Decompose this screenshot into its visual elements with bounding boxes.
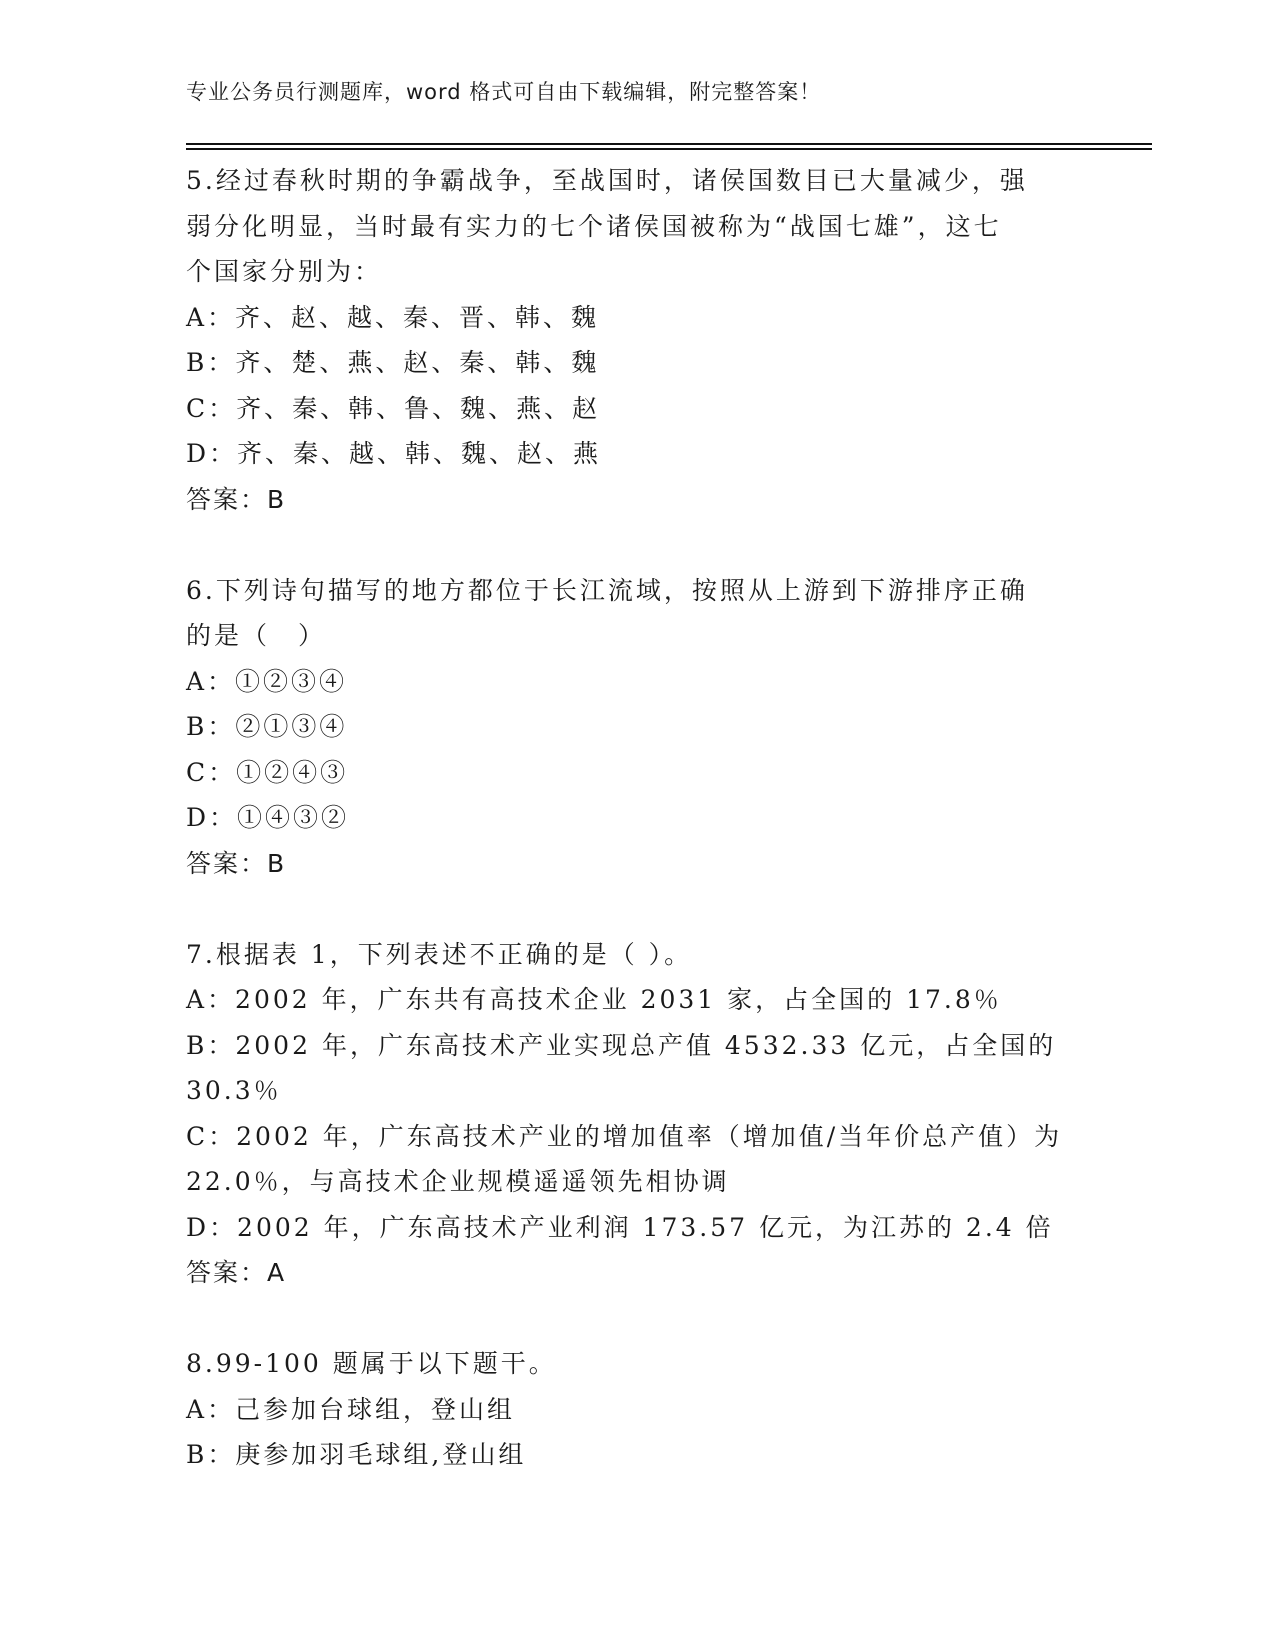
question-8 [186,1341,1086,1478]
question-5 [186,158,1086,522]
option-d: D：①④③② [186,803,350,832]
option-a: A：己参加台球组，登山组 [186,1394,516,1424]
option-d: D：齐、秦、越、韩、魏、赵、燕 [186,439,602,468]
question-stem-line: 6.下列诗句描写的地方都位于长江流域，按照从上游到下游排序正确 [186,575,1028,605]
option-d: D：2002 年，广东高技术产业利润 173.57 亿元，为江苏的 2.4 倍 [186,1212,1054,1242]
question-stem-line: 5.经过春秋时期的争霸战争，至战国时，诸侯国数目已大量减少，强 [186,166,1028,195]
question-stem-line: 的是（ ） [186,621,327,650]
question-7 [186,932,1086,1296]
question-stem-line: 8.99-100 题属于以下题干。 [186,1349,557,1378]
answer-text: 答案：B [186,848,287,878]
option-c: C：齐、秦、韩、鲁、魏、燕、赵 [186,393,601,423]
option-b-continued: 30.3％ [186,1076,282,1105]
question-stem-line: 个国家分别为： [186,257,383,286]
header-rule-top [186,143,1152,145]
question-spacer [186,522,1086,568]
option-a: A：①②③④ [186,666,348,696]
question-spacer [186,1296,1086,1342]
question-6 [186,568,1086,887]
option-b: B：2002 年，广东高技术产业实现总产值 4532.33 亿元，占全国的 [186,1030,1057,1060]
option-b: B：齐、楚、燕、赵、秦、韩、魏 [186,348,600,377]
option-c-continued: 22.0％，与高技术企业规模遥遥领先相协调 [186,1167,730,1196]
answer-text: 答案：A [186,1258,287,1287]
question-stem-line: 7.根据表 1，下列表述不正确的是（ ）。 [186,939,693,969]
question-stem-line: 弱分化明显，当时最有实力的七个诸侯国被称为“战国七雄”，这七 [186,211,1002,241]
page-header: 专业公务员行测题库，word 格式可自由下载编辑，附完整答案！ [186,80,822,104]
option-a: A：2002 年，广东共有高技术企业 2031 家，占全国的 17.8％ [186,985,1002,1014]
header-rule-bottom [186,148,1152,150]
option-a: A：齐、赵、越、秦、晋、韩、魏 [186,302,600,332]
question-spacer [186,886,1086,932]
question-list [186,158,1086,1478]
option-c: C：2002 年，广东高技术产业的增加值率（增加值/当年价总产值）为 [186,1121,1063,1151]
option-b: B：庚参加羽毛球组,登山组 [186,1440,527,1469]
option-b: B：②①③④ [186,712,348,741]
answer-text: 答案：B [186,484,287,514]
option-c: C：①②④③ [186,757,349,787]
